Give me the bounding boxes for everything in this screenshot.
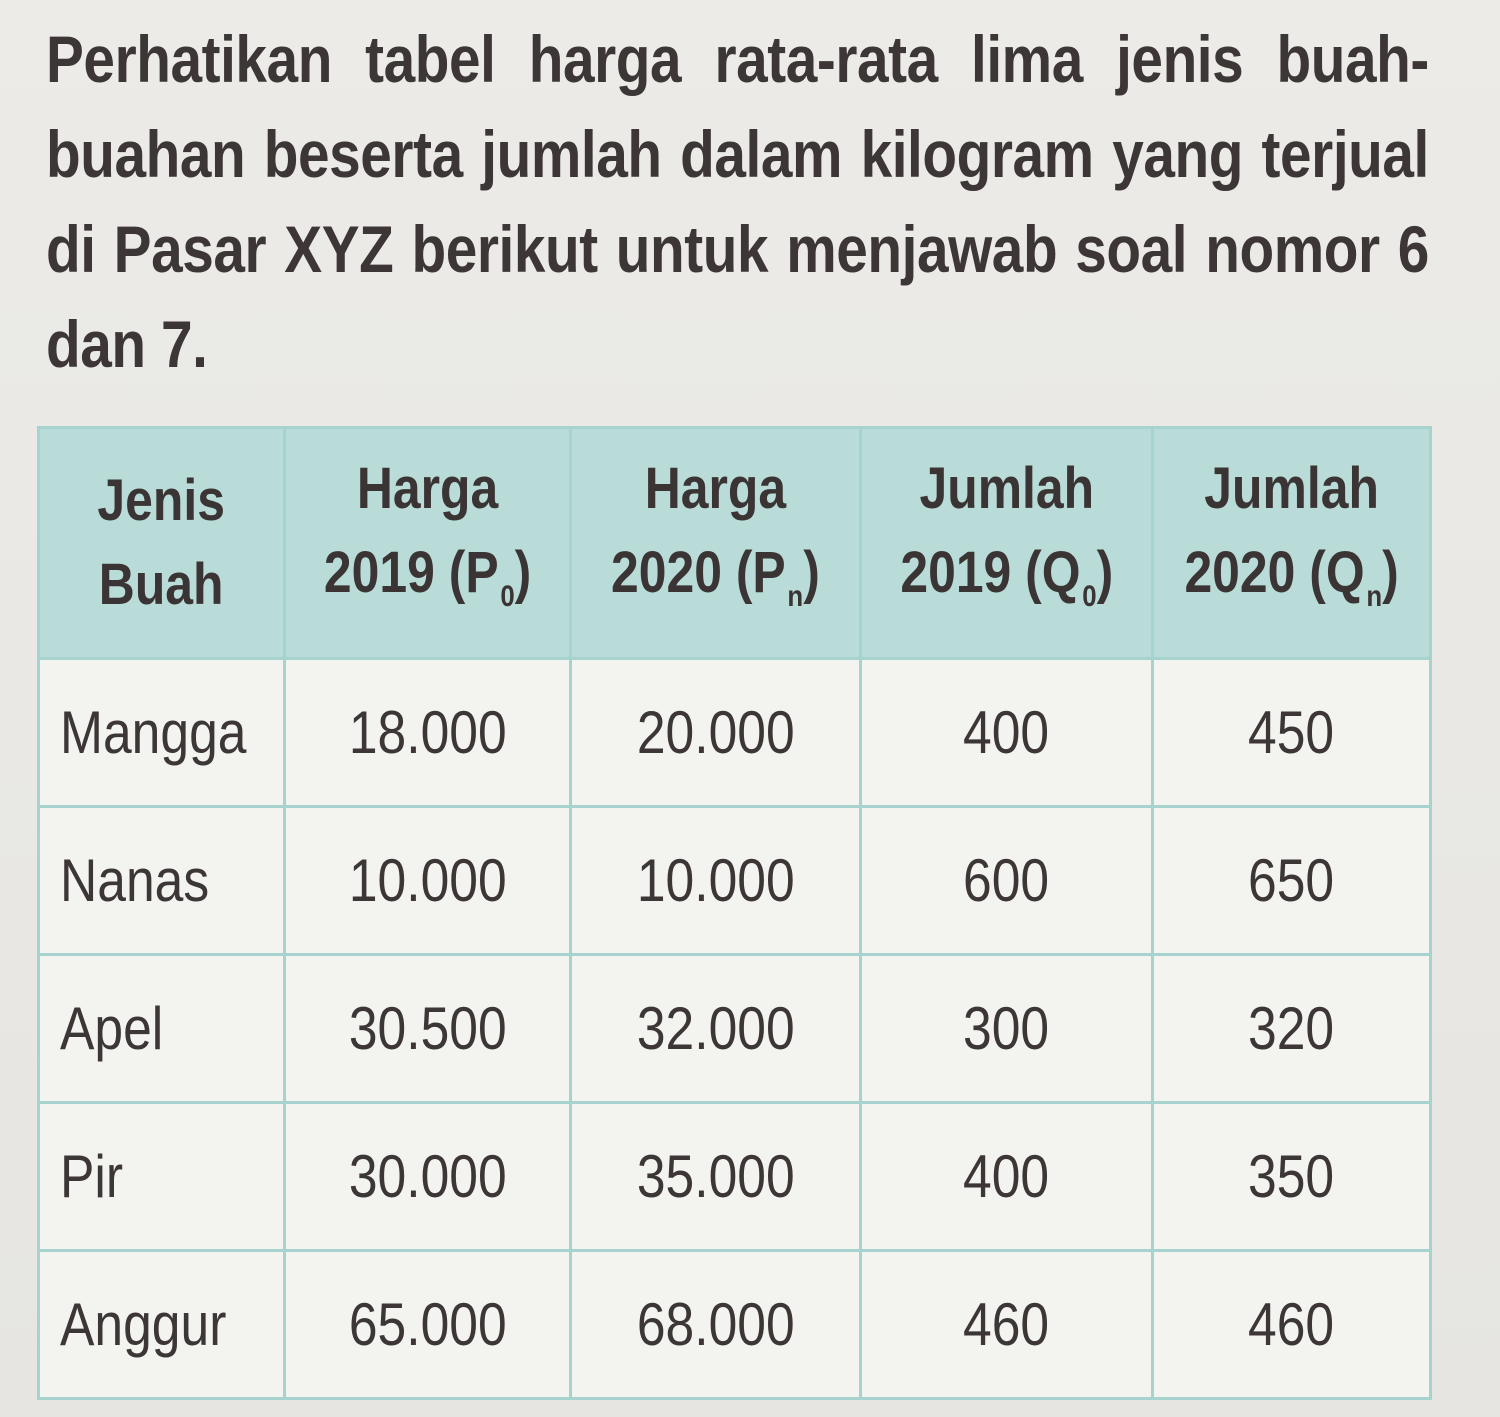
header-harga-2019: [285, 428, 571, 659]
header-line2: Buah: [99, 552, 224, 617]
header-line2: 2020 (P: [611, 540, 786, 605]
header-line1: Jumlah: [919, 456, 1094, 521]
header-jumlah-2019: [861, 428, 1153, 659]
cell-harga-2019: 65.000: [285, 1251, 571, 1399]
cell-jenis-buah: Nanas: [39, 807, 285, 955]
cell-jumlah-2020: 650: [1153, 807, 1431, 955]
cell-jenis-buah: Mangga: [39, 659, 285, 807]
cell-jumlah-2019: 300: [861, 955, 1153, 1103]
intro-paragraph: Perhatikan tabel harga rata-rata lima jenis buah-buahan beserta jumlah dalam kilogram yang terjual di Pasar XYZ berikut untuk menjawab soal nomor 6 dan 7.: [46, 22, 1429, 381]
header-line1: Jumlah: [1204, 456, 1379, 521]
header-row: [39, 428, 1431, 659]
cell-jenis-buah: Apel: [39, 955, 285, 1103]
cell-harga-2020: 35.000: [571, 1103, 861, 1251]
cell-harga-2020: 20.000: [571, 659, 861, 807]
header-close-paren: ): [803, 540, 820, 605]
cell-jumlah-2020: 320: [1153, 955, 1431, 1103]
header-close-paren: ): [1096, 540, 1113, 605]
header-subscript: 0: [500, 580, 515, 613]
table-row: [39, 1103, 1431, 1251]
table-row: [39, 955, 1431, 1103]
fruit-price-table: [37, 426, 1432, 1400]
cell-jumlah-2019: 400: [861, 1103, 1153, 1251]
header-line2: 2019 (Q: [900, 540, 1081, 605]
cell-jenis-buah: Pir: [39, 1103, 285, 1251]
table-body: [39, 659, 1431, 1399]
header-close-paren: ): [514, 540, 532, 605]
cell-jumlah-2020: 350: [1153, 1103, 1431, 1251]
cell-jenis-buah: Anggur: [39, 1251, 285, 1399]
cell-harga-2020: 32.000: [571, 955, 861, 1103]
cell-jumlah-2019: 400: [861, 659, 1153, 807]
cell-harga-2019: 30.000: [285, 1103, 571, 1251]
cell-jumlah-2020: 450: [1153, 659, 1431, 807]
header-line2: 2019 (P: [323, 540, 499, 605]
cell-jumlah-2019: 460: [861, 1251, 1153, 1399]
cell-harga-2019: 10.000: [285, 807, 571, 955]
cell-harga-2019: 30.500: [285, 955, 571, 1103]
table-header: [39, 428, 1431, 659]
table-row: [39, 1251, 1431, 1399]
header-subscript: n: [1366, 580, 1383, 613]
header-jenis-buah: [39, 428, 285, 659]
header-close-paren: ): [1382, 540, 1399, 605]
cell-jumlah-2020: 460: [1153, 1251, 1431, 1399]
header-jumlah-2020: [1153, 428, 1431, 659]
header-line2: 2020 (Q: [1184, 540, 1365, 605]
cell-harga-2020: 68.000: [571, 1251, 861, 1399]
header-subscript: n: [787, 580, 804, 613]
header-harga-2020: [571, 428, 861, 659]
header-line1: Harga: [644, 456, 787, 521]
cell-harga-2019: 18.000: [285, 659, 571, 807]
header-line1: Jenis: [97, 468, 226, 533]
cell-harga-2020: 10.000: [571, 807, 861, 955]
table-row: [39, 659, 1431, 807]
cell-jumlah-2019: 600: [861, 807, 1153, 955]
header-line1: Harga: [356, 456, 499, 521]
header-subscript: 0: [1081, 580, 1097, 613]
table-row: [39, 807, 1431, 955]
